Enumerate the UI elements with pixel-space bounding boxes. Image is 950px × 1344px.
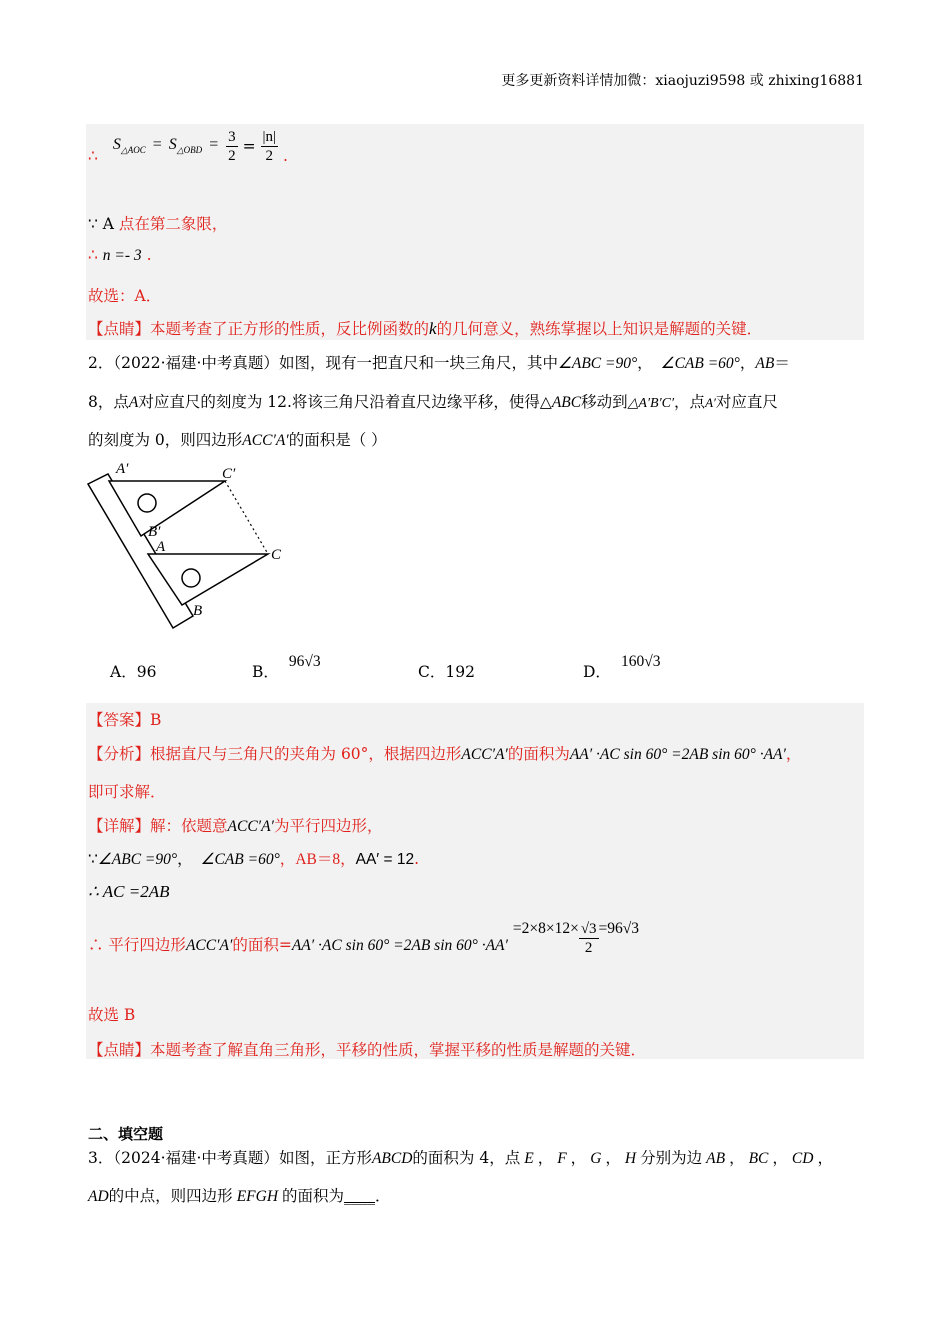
q2-line2: 8，点A对应直尺的刻度为 12.将该三角尺沿着直尺边缘平移，使得△ABC移动到△A′B′C′，点A′对应直尺 <box>88 393 778 411</box>
prev-dianjing: 【点睛】本题考查了正方形的性质，反比例函数的k的几何意义，熟练掌握以上知识是解题的关键． <box>88 319 763 338</box>
option-d[interactable]: D．160√3 <box>583 653 661 681</box>
cc-prime-dotted <box>225 481 268 554</box>
triangle-prime-hole <box>138 494 156 512</box>
n-value-line: ∴ n =- 3 . <box>88 246 152 264</box>
ruler-triangle-figure <box>86 458 306 633</box>
option-a[interactable]: A．96 <box>110 663 157 681</box>
q2-analysis: 【分析】根据直尺与三角尺的夹角为 60°，根据四边形ACC′A′的面积为AA′ ·AC sin 60° =2AB sin 60° ·AA′， <box>88 745 802 763</box>
quadrant-line: ∵ A 点在第二象限， <box>88 215 228 233</box>
label-a: A <box>156 539 166 555</box>
q3-line1: 3．（2024·福建·中考真题）如图，正方形ABCD的面积为 4，点 E ， F ， G ， H 分别为边 AB ， BC ， CD ， <box>88 1149 833 1167</box>
q2-detail: 【详解】解：依题意ACC′A′为平行四边形， <box>88 817 383 835</box>
q2-dianjing: 【点睛】本题考查了解直角三角形，平移的性质，掌握平移的性质是解题的关键． <box>88 1041 647 1059</box>
header-note: 更多更新资料详情加微：xiaojuzi9598 或 zhixing16881 <box>501 73 864 89</box>
option-b[interactable]: B．96√3 <box>252 653 321 681</box>
label-c: C <box>271 547 282 563</box>
triangle-hole <box>182 569 200 587</box>
q2-answer: 【答案】B <box>88 711 162 729</box>
prev-area-line: ∴ $S_{\triangle AOC} = S_{\triangle OBD}$ = $\frac{3}{2}$ = $\frac{|n|}{2}$ . <box>88 129 288 165</box>
label-c-prime: C′ <box>222 466 236 482</box>
q2-given: ∵∠ABC =90°， ∠CAB =60°，AB＝8，AA′ = 12. <box>88 850 420 868</box>
q2-line1: 2．（2022·福建·中考真题）如图，现有一把直尺和一块三角尺，其中∠ABC =90°， ∠CAB =60°，AB＝ <box>88 354 790 372</box>
q2-analysis-line2: 即可求解． <box>88 783 166 801</box>
q2-line3: 的刻度为 0，则四边形ACC′A′的面积是（ ） <box>88 431 387 449</box>
label-b: B <box>193 603 203 619</box>
q3-line2: AD的中点，则四边形 EFGH 的面积为____． <box>88 1187 391 1205</box>
q2-area-calc: ∴ 平行四边形ACC′A′的面积=AA′ ·AC sin 60° =2AB sin 60° ·AA′ =2×8×12× $\frac{√3}{2}$ =96√3 <box>88 920 640 956</box>
answer-blank[interactable]: ____ <box>344 1187 376 1205</box>
section-title: 二、填空题 <box>88 1125 164 1143</box>
label-a-prime: A′ <box>116 461 129 477</box>
prev-choice: 故选：A． <box>88 287 162 305</box>
label-b-prime: B′ <box>148 524 161 540</box>
q2-choice: 故选 B <box>88 1006 136 1024</box>
option-c[interactable]: C．192 <box>418 663 475 681</box>
q2-ac-relation: ∴ AC =2AB <box>88 882 170 901</box>
